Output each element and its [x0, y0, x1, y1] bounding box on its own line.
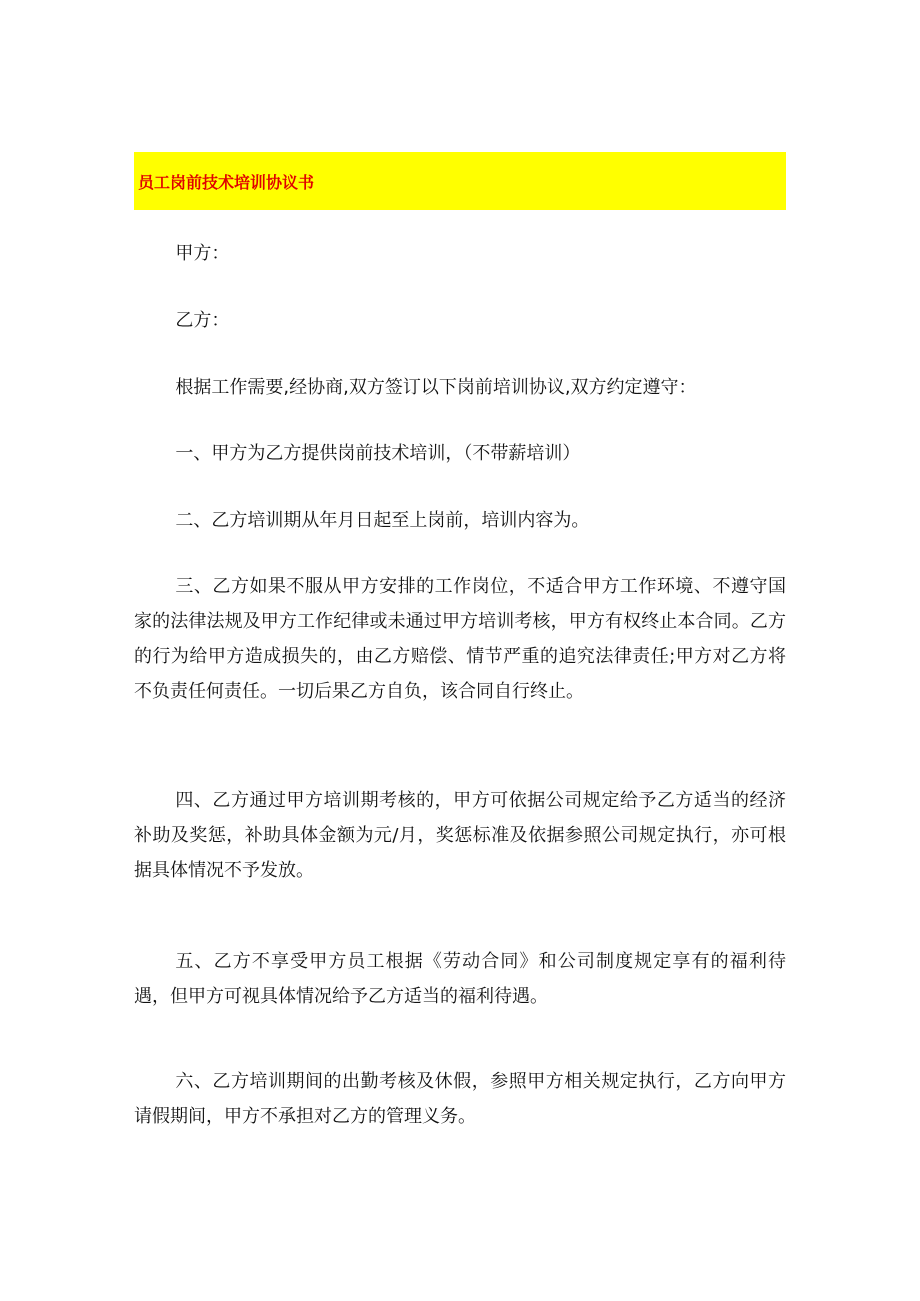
clause-3: 三、乙方如果不服从甲方安排的工作岗位，不适合甲方工作环境、不遵守国家的法律法规及甲方工作纪律或未通过甲方培训考核，甲方有权终止本合同。乙方的行为给甲方造成损失的，由乙方赔偿、情节严重的追究法律责任;甲方对乙方将不负责任何责任。一切后果乙方自负，该合同自行终止。 [134, 576, 786, 702]
party-a-label: 甲方： [175, 243, 230, 264]
clause-4: 四、乙方通过甲方培训期考核的，甲方可依据公司规定给予乙方适当的经济补助及奖惩，补助具体金额为元/月，奖惩标准及依据参照公司规定执行，亦可根据具体情况不予发放。 [134, 790, 786, 881]
party-b-label: 乙方： [175, 310, 230, 331]
clause-5: 五、乙方不享受甲方员工根据《劳动合同》和公司制度规定享有的福利待遇，但甲方可视具体情况给予乙方适当的福利待遇。 [134, 951, 786, 1007]
title-highlight-bar [134, 152, 786, 210]
clause-6: 六、乙方培训期间的出勤考核及休假，参照甲方相关规定执行，乙方向甲方请假期间，甲方不承担对乙方的管理义务。 [134, 1071, 786, 1127]
clause-2: 二、乙方培训期从年月日起至上岗前，培训内容为。 [175, 510, 590, 531]
document-title: 员工岗前技术培训协议书 [138, 172, 315, 192]
clause-1: 一、甲方为乙方提供岗前技术培训，（不带薪培训） [175, 443, 581, 464]
intro-paragraph: 根据工作需要,经协商,双方签订以下岗前培训协议,双方约定遵守： [175, 377, 697, 398]
